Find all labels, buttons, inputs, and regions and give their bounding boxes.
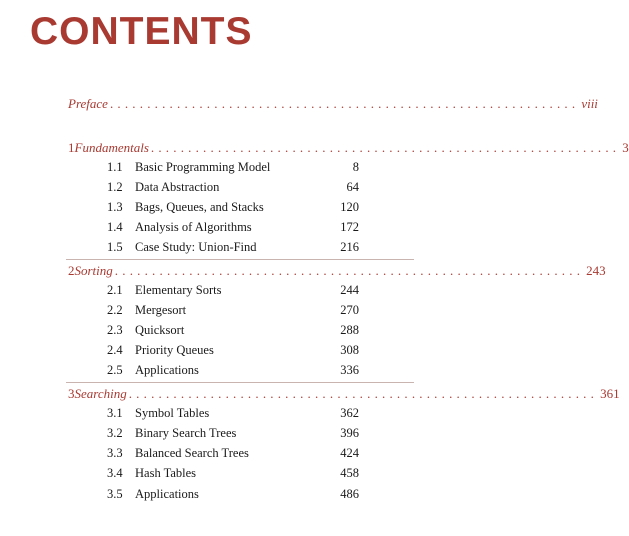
toc-section[interactable] bbox=[107, 487, 359, 505]
section-title: Quicksort bbox=[135, 323, 185, 337]
toc-section[interactable] bbox=[107, 343, 359, 361]
chapter-divider bbox=[66, 259, 414, 260]
chapter-page: 361 bbox=[600, 386, 620, 401]
section-page: 396 bbox=[340, 426, 359, 440]
chapter-number: 3 bbox=[68, 386, 75, 401]
section-title: Mergesort bbox=[135, 303, 187, 317]
toc-section[interactable] bbox=[107, 160, 359, 178]
section-page: 424 bbox=[340, 446, 359, 460]
toc-section[interactable] bbox=[107, 466, 359, 484]
toc-section[interactable] bbox=[107, 323, 359, 341]
section-title: Balanced Search Trees bbox=[135, 446, 249, 460]
section-title: Applications bbox=[135, 363, 199, 377]
section-number: 2.4 bbox=[107, 343, 123, 357]
chapter-number: 2 bbox=[68, 263, 75, 278]
toc-section[interactable] bbox=[107, 446, 359, 464]
toc-chapter-1[interactable] bbox=[68, 140, 629, 158]
toc-section[interactable] bbox=[107, 363, 359, 381]
section-number: 2.5 bbox=[107, 363, 123, 377]
section-number: 1.1 bbox=[107, 160, 123, 174]
toc-chapter-2[interactable] bbox=[68, 263, 606, 281]
section-number: 2.3 bbox=[107, 323, 123, 337]
page-title: CONTENTS bbox=[30, 10, 253, 53]
section-page: 120 bbox=[340, 200, 359, 214]
section-page: 308 bbox=[340, 343, 359, 357]
section-title: Binary Search Trees bbox=[135, 426, 237, 440]
section-page: 336 bbox=[340, 363, 359, 377]
toc-chapter-3[interactable] bbox=[68, 386, 620, 404]
section-page: 244 bbox=[340, 283, 359, 297]
toc-section[interactable] bbox=[107, 303, 359, 321]
section-title: Hash Tables bbox=[135, 466, 197, 480]
section-number: 3.4 bbox=[107, 466, 123, 480]
section-number: 1.2 bbox=[107, 180, 123, 194]
section-title: Analysis of Algorithms bbox=[135, 220, 252, 234]
toc-section[interactable] bbox=[107, 180, 359, 198]
chapter-page: 243 bbox=[586, 263, 606, 278]
section-title: Case Study: Union-Find bbox=[135, 240, 257, 254]
preface-title: Preface bbox=[68, 96, 108, 111]
toc-section[interactable] bbox=[107, 406, 359, 424]
section-number: 2.1 bbox=[107, 283, 123, 297]
section-number: 1.3 bbox=[107, 200, 123, 214]
section-number: 1.4 bbox=[107, 220, 123, 234]
section-page: 270 bbox=[340, 303, 359, 317]
dot-leader: ............................................................... bbox=[109, 96, 580, 111]
dot-leader: ............................................................... bbox=[150, 140, 621, 155]
section-number: 2.2 bbox=[107, 303, 123, 317]
dot-leader: ............................................................... bbox=[128, 386, 599, 401]
chapter-page: 3 bbox=[622, 140, 629, 155]
section-page: 362 bbox=[340, 406, 359, 420]
section-title: Applications bbox=[135, 487, 199, 501]
section-number: 3.2 bbox=[107, 426, 123, 440]
chapter-title: Searching bbox=[74, 386, 127, 401]
section-page: 64 bbox=[346, 180, 359, 194]
section-title: Symbol Tables bbox=[135, 406, 210, 420]
section-number: 1.5 bbox=[107, 240, 123, 254]
section-page: 172 bbox=[340, 220, 359, 234]
chapter-title: Fundamentals bbox=[74, 140, 149, 155]
preface-page: viii bbox=[581, 96, 598, 111]
section-number: 3.1 bbox=[107, 406, 123, 420]
section-title: Data Abstraction bbox=[135, 180, 220, 194]
section-page: 486 bbox=[340, 487, 359, 501]
section-number: 3.3 bbox=[107, 446, 123, 460]
section-page: 8 bbox=[352, 160, 359, 174]
section-number: 3.5 bbox=[107, 487, 123, 501]
section-title: Elementary Sorts bbox=[135, 283, 222, 297]
section-title: Basic Programming Model bbox=[135, 160, 271, 174]
toc-section[interactable] bbox=[107, 200, 359, 218]
section-page: 288 bbox=[340, 323, 359, 337]
section-title: Bags, Queues, and Stacks bbox=[135, 200, 264, 214]
dot-leader: ............................................................... bbox=[114, 263, 585, 278]
toc-section[interactable] bbox=[107, 240, 359, 258]
chapter-title: Sorting bbox=[74, 263, 113, 278]
toc-section[interactable] bbox=[107, 426, 359, 444]
toc-section[interactable] bbox=[107, 220, 359, 238]
section-title: Priority Queues bbox=[135, 343, 214, 357]
toc-entry-preface[interactable] bbox=[68, 96, 598, 112]
toc-section[interactable] bbox=[107, 283, 359, 301]
section-page: 458 bbox=[340, 466, 359, 480]
section-page: 216 bbox=[340, 240, 359, 254]
chapter-number: 1 bbox=[68, 140, 75, 155]
chapter-divider bbox=[66, 382, 414, 383]
